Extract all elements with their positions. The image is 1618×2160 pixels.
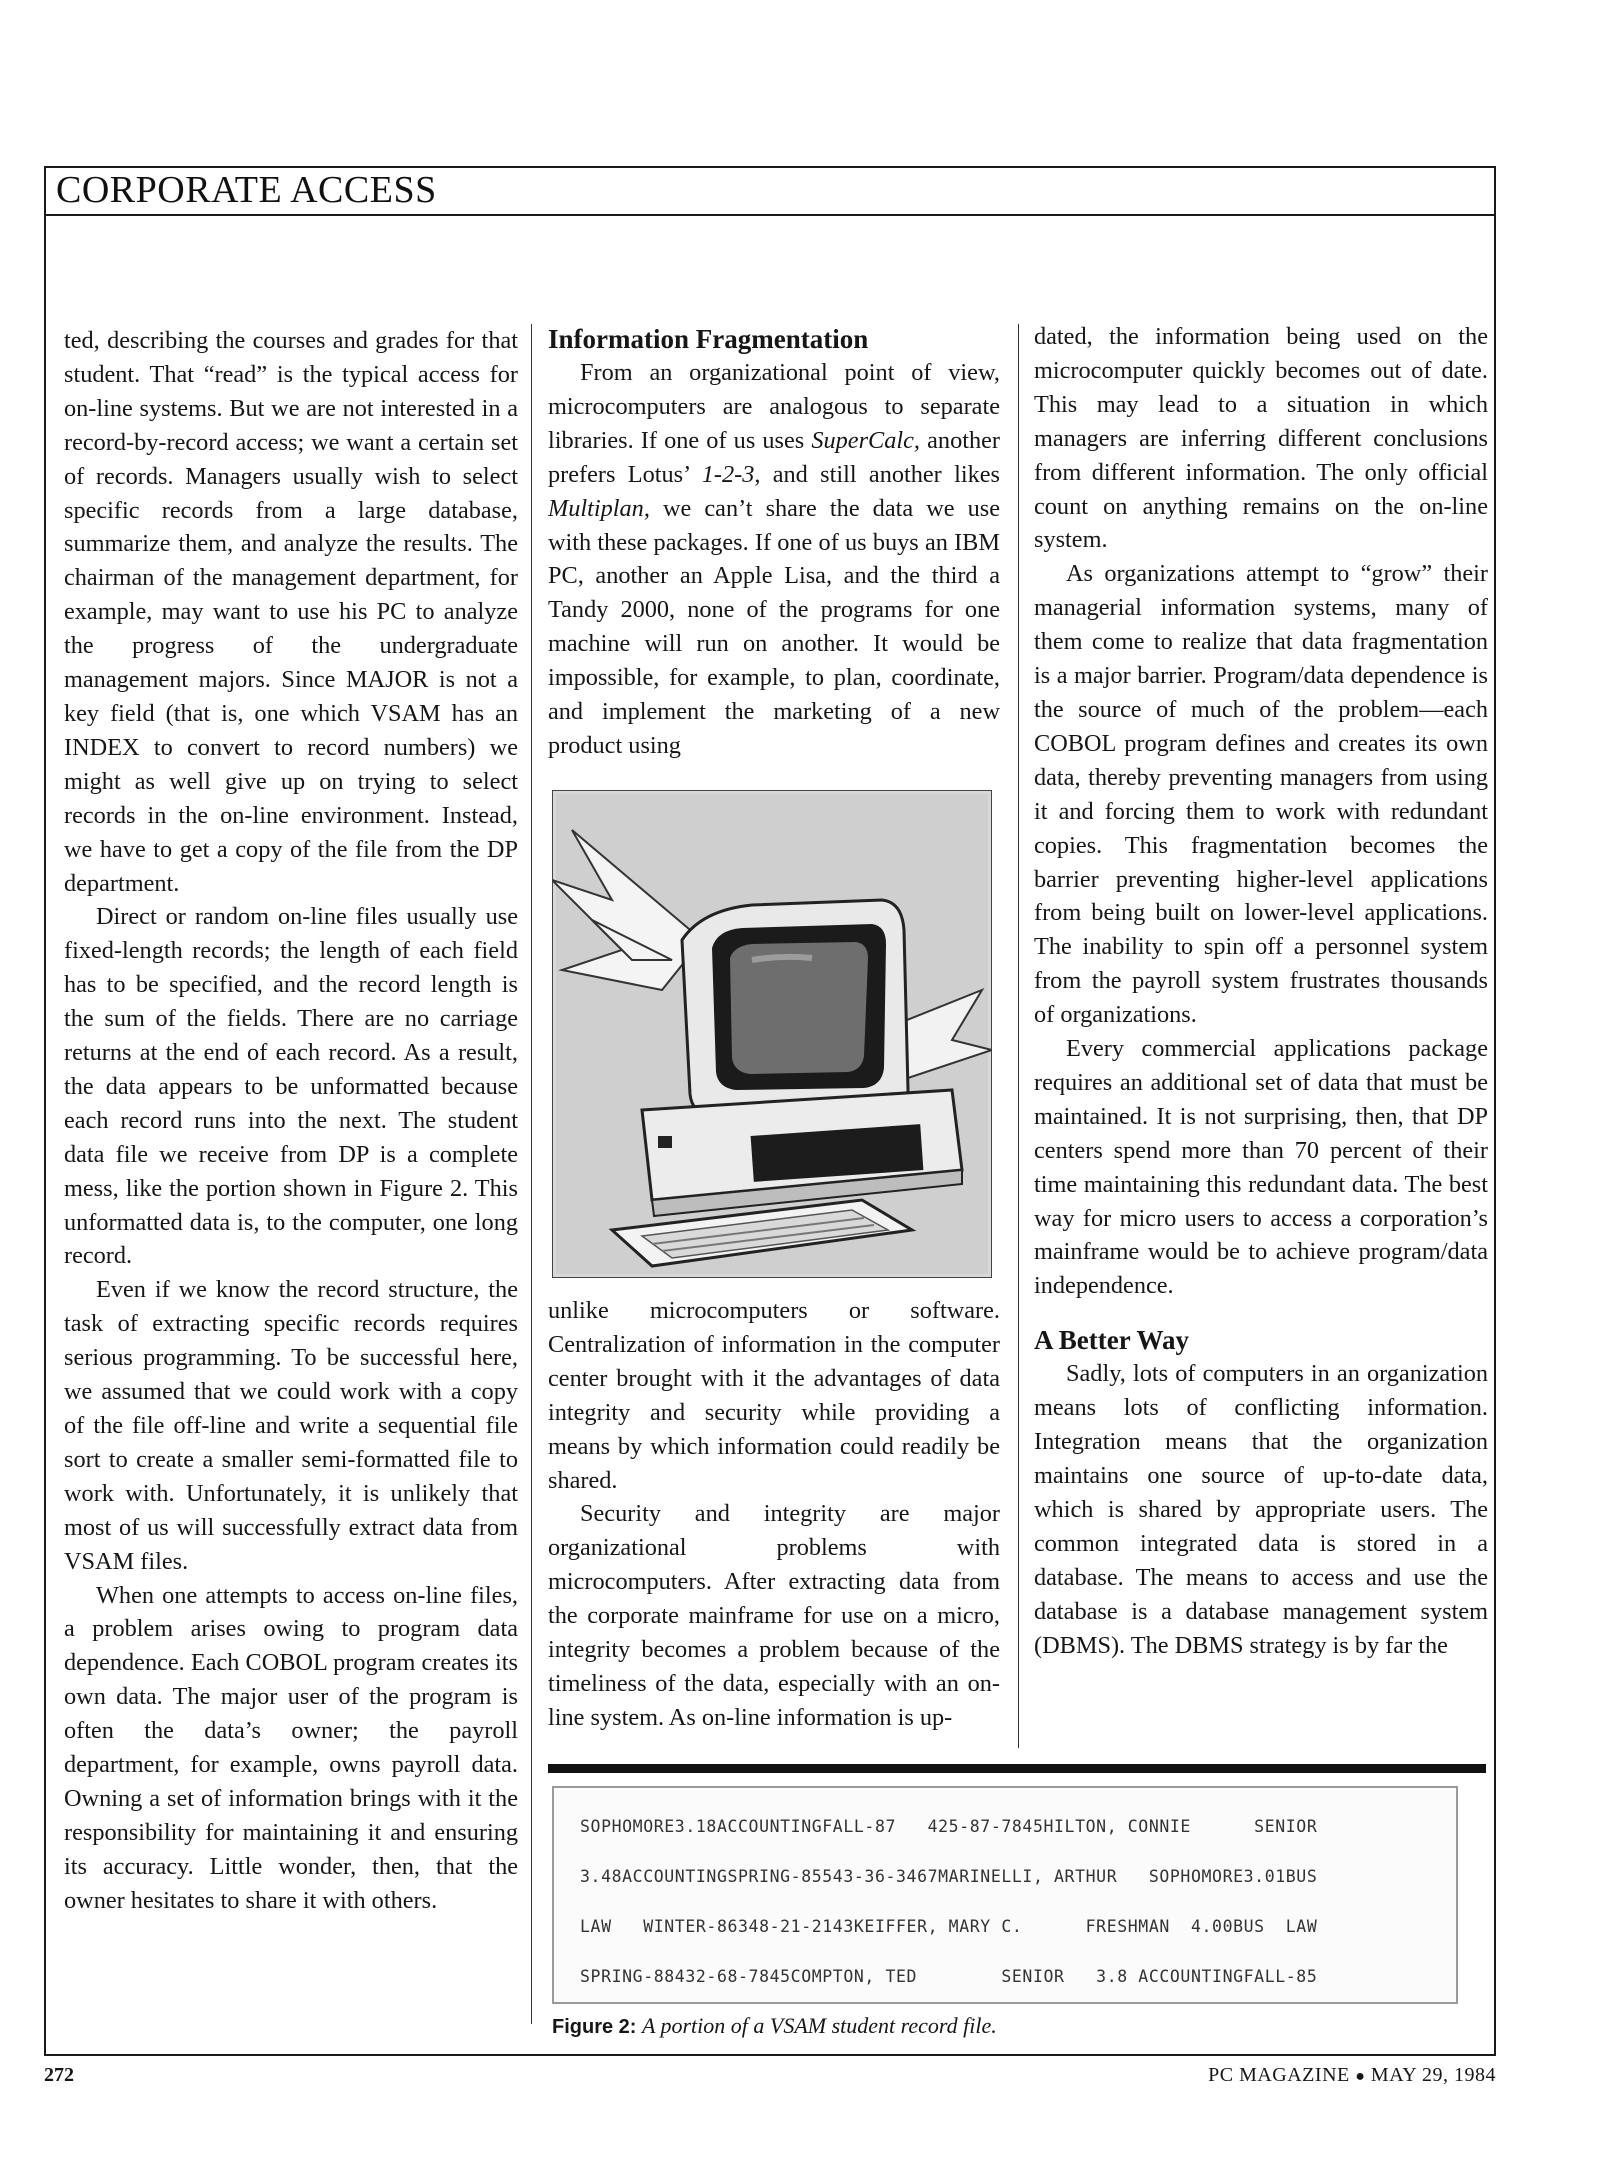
page-number: 272 [44,2064,74,2086]
winged-computer-illustration [552,790,992,1278]
figure-caption [552,2012,1452,2041]
col1-paragraph: Direct or random on-line files usually use fixed-length records; the length of each field has to be specified, and the record length is the sum of the fields. There are no carriage returns at the end of each record. As a result, the data appears to be unformatted because each record runs into the next. The student data file we receive from DP is a complete mess, like the portion shown in Figure 2. This unformatted data is, to the computer, one long record. [64,903,518,1270]
col3-paragraph: dated, the information being used on the microcomputer quickly becomes out of date. This may lead to a situation in which managers are inferring different conclusions from different information. The only official count on anything remains on the on-line system. [1034,323,1488,554]
figure-label: Figure 2: [552,2016,637,2038]
record-line: SOPHOMORE3.18ACCOUNTINGFALL-87 425-87-7845HILTON, CONNIE SENIOR [580,1817,1318,1836]
vsam-record-listing [552,1786,1458,2004]
heading-spacer [1034,1303,1488,1323]
col2-paragraph-1: From an organizational point of view, microcomputers are analogous to separate libraries. If one of us uses SuperCalc, another prefers Lotus’ 1-2-3, and still another likes Multiplan, we can’t share the data we use with these packages. If one of us buys an IBM PC, another an Apple Lisa, and the third a Tandy 2000, none of the programs for one machine will run on another. It would be impossible, for example, to plan, coordinate, and implement the marketing of a new product using [548,359,1000,759]
illustration-winged-pc [552,790,992,1278]
col1-paragraph: When one attempts to access on-line files, a problem arises owing to program data dependence. Each COBOL program creates its own data. The major user of the program is often the data’s owner; the payroll department, for example, owns payroll data. Owning a set of information brings with it the responsibility for maintaining it and ensuring its accuracy. Little wonder, then, that the owner hesitates to share it with others. [64,1581,518,1914]
record-line: SPRING-88432-68-7845COMPTON, TED SENIOR 3.8 ACCOUNTINGFALL-85 [580,1967,1318,1986]
col2-paragraph-continued: unlike microcomputers or software. Centralization of information in the computer center brought with it the advantages of data integrity and security while providing a means by which information could readily be shared. [548,1297,1000,1494]
column-rule [1018,324,1019,1748]
figure-caption-text: A portion of a VSAM student record file. [641,2013,997,2038]
col3-paragraph: Every commercial applications package requires an additional set of data that must be maintained. It is not surprising, then, that DP centers spend more than 70 percent of their time maintaining this redundant data. The best way for micro users to access a corporation’s mainframe would be to achieve program/data independence. [1034,1035,1488,1300]
subhead-information-fragmentation: Information Fragmentation [548,324,869,354]
column-3 [1034,320,1488,1662]
running-footer [1208,2062,1496,2090]
column-2-continued [548,1294,1000,1735]
bullet-separator: ● [1355,2068,1366,2085]
column-rule [531,324,532,2024]
record-line: LAW WINTER-86348-21-2143KEIFFER, MARY C. FRESHMAN 4.00BUS LAW [580,1917,1318,1936]
column-1 [64,324,518,1918]
col3-paragraph: Sadly, lots of computers in an organization means lots of conflicting information. Integration means that the organization maintains one source of up-to-date data, which is shared by appropriate users. The common integrated data is stored in a database. The means to access and use the database is a database management system (DBMS). The DBMS strategy is by far the [1034,1360,1488,1659]
col2-paragraph-2: Security and integrity are major organizational problems with microcomputers. After extracting data from the corporate mainframe for use on a micro, integrity becomes a problem because of the timeliness of the data, especially with an on-line system. As on-line information is up- [548,1500,1000,1731]
col3-paragraph: As organizations attempt to “grow” their managerial information systems, many of them come to realize that data fragmentation is a major barrier. Program/data dependence is the source of much of the problem—each COBOL program defines and creates its own data, thereby preventing managers from using it and forcing them to work with redundant copies. This fragmentation becomes the barrier preventing higher-level applications from being built on lower-level applications. The inability to spin off a personnel system from the payroll system frustrates thousands of organizations. [1034,560,1488,1029]
magazine-name: PC MAGAZINE [1208,2064,1350,2086]
section-header: CORPORATE ACCESS [44,166,1496,216]
col1-paragraph: ted, describing the courses and grades for that student. That “read” is the typical access for on-line systems. But we are not interested in a record-by-record access; we want a certain set of records. Managers usually wish to select specific records from a large database, summarize them, and analyze the results. The chairman of the management department, for example, may want to use his PC to analyze the progress of the undergraduate management majors. Since MAJOR is not a key field (that is, one which VSAM has an INDEX to convert to record numbers) we might as well give up on trying to select records in the on-line environment. Instead, we have to get a copy of the file from the DP department. [64,327,518,897]
issue-date: MAY 29, 1984 [1370,2064,1496,2086]
col1-paragraph: Even if we know the record structure, the task of extracting specific records requires serious programming. To be successful here, we assumed that we could work with a copy of the file off-line and write a sequential file sort to create a smaller semi-formatted file to work with. Unfortunately, it is unlikely that most of us will successfully extract data from VSAM files. [64,1276,518,1575]
figure-top-rule [548,1764,1486,1773]
column-2 [548,322,1000,763]
record-line: 3.48ACCOUNTINGSPRING-85543-36-3467MARINELLI, ARTHUR SOPHOMORE3.01BUS [580,1867,1318,1886]
subhead-a-better-way: A Better Way [1034,1325,1189,1356]
